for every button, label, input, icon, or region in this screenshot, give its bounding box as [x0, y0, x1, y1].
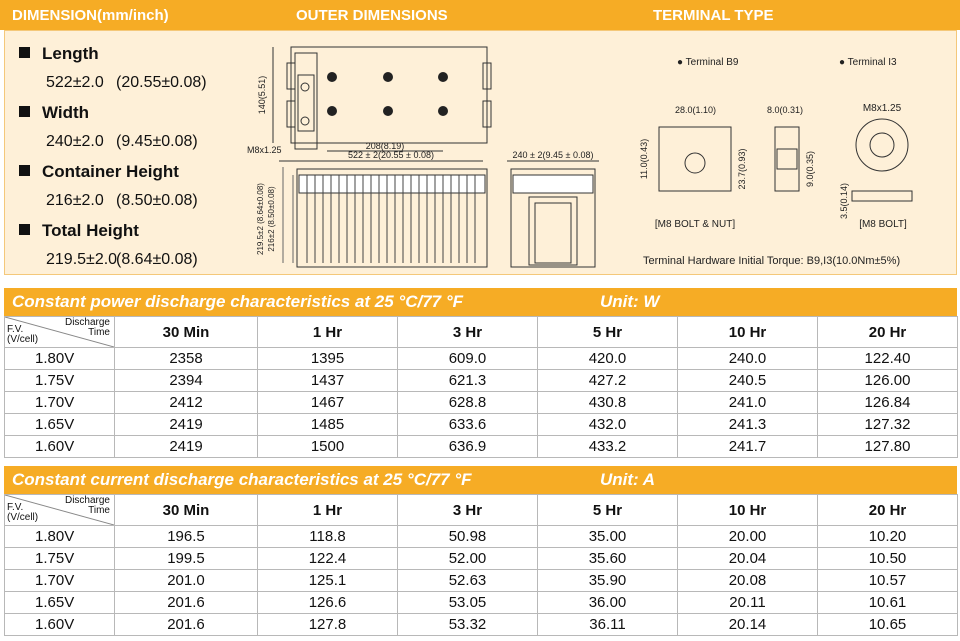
column-header: 1 Hr: [258, 317, 398, 348]
value-cell: 127.32: [818, 414, 958, 436]
value-cell: 53.32: [398, 614, 538, 636]
table-row: [5, 548, 958, 570]
value-cell: 196.5: [115, 526, 258, 548]
value-cell: 1395: [258, 348, 398, 370]
power-table-body: [5, 348, 958, 458]
dimension-inch: (20.55±0.08): [116, 74, 207, 91]
b9-caption: [M8 BOLT & NUT]: [654, 219, 736, 230]
b9-width-dim: 28.0(1.10): [675, 105, 717, 115]
value-cell: 2412: [115, 392, 258, 414]
value-cell: 35.60: [538, 548, 678, 570]
value-cell: 50.98: [398, 526, 538, 548]
power-discharge-table: [4, 316, 958, 458]
value-cell: 20.14: [678, 614, 818, 636]
dimension-name: Total Height: [42, 221, 139, 240]
column-header: 10 Hr: [678, 317, 818, 348]
terminal-b9-label: ● Terminal B9: [677, 57, 739, 68]
column-header: 10 Hr: [678, 495, 818, 526]
value-cell: 241.0: [678, 392, 818, 414]
fv-cell: 1.70V: [5, 392, 115, 414]
dimension-width: [19, 100, 239, 159]
value-cell: 201.0: [115, 570, 258, 592]
current-discharge-section: [4, 466, 957, 636]
current-discharge-table: [4, 494, 958, 636]
bullet-square-icon: [19, 224, 30, 235]
column-header: 3 Hr: [398, 495, 538, 526]
value-cell: 199.5: [115, 548, 258, 570]
column-header: 20 Hr: [818, 317, 958, 348]
bullet-square-icon: [19, 106, 30, 117]
dimension-heading: DIMENSION(mm/inch): [12, 7, 169, 24]
terminal-i3-top: [856, 119, 908, 171]
power-table-title: Constant power discharge characteristics at 25 °C/77 °F: [12, 292, 464, 311]
table-row: [5, 348, 958, 370]
dimension-name: Width: [42, 103, 90, 122]
table-row: [5, 592, 958, 614]
battery-top-outline: [291, 47, 487, 143]
fv-cell: 1.80V: [5, 348, 115, 370]
value-cell: 2358: [115, 348, 258, 370]
terminal-type-drawing: [637, 49, 955, 271]
value-cell: 241.7: [678, 436, 818, 458]
table-corner-cell: [5, 495, 115, 526]
terminal-b9-front: [659, 127, 731, 191]
terminal-type-heading: TERMINAL TYPE: [653, 7, 774, 24]
value-cell: 240.0: [678, 348, 818, 370]
outer-dimensions-heading: OUTER DIMENSIONS: [296, 7, 448, 24]
table-row: [5, 570, 958, 592]
dimension-length: [19, 41, 239, 100]
b9-total-dim: 23.7(0.93): [737, 148, 747, 190]
discharge-time-corner-label: Discharge Time: [64, 495, 110, 516]
value-cell: 20.08: [678, 570, 818, 592]
value-cell: 2419: [115, 436, 258, 458]
current-table-title: Constant current discharge characteristics at 25 °C/77 °F: [12, 470, 472, 489]
value-cell: 127.8: [258, 614, 398, 636]
b9-height-dim: 11.0(0.43): [639, 138, 649, 180]
value-cell: 10.65: [818, 614, 958, 636]
fv-cell: 1.75V: [5, 370, 115, 392]
fv-cell: 1.70V: [5, 570, 115, 592]
outer-dimensions-drawing: [243, 35, 613, 273]
width-label: 240 ± 2(9.45 ± 0.08): [512, 150, 594, 160]
value-cell: 126.00: [818, 370, 958, 392]
fv-cell: 1.75V: [5, 548, 115, 570]
fv-cell: 1.80V: [5, 526, 115, 548]
total-height-label: 219.5±2 (8.64±0.08): [256, 183, 265, 255]
terminal-spacing-label: 208(8.19): [365, 141, 405, 151]
value-cell: 621.3: [398, 370, 538, 392]
value-cell: 35.90: [538, 570, 678, 592]
table-header-row: [5, 317, 958, 348]
value-cell: 201.6: [115, 614, 258, 636]
table-row: [5, 370, 958, 392]
value-cell: 53.05: [398, 592, 538, 614]
dimension-mm: 522±2.0: [46, 74, 104, 91]
bullet-square-icon: [19, 47, 30, 58]
value-cell: 118.8: [258, 526, 398, 548]
i3-thread-label: M8x1.25: [862, 103, 902, 114]
bullet-square-icon: [19, 165, 30, 176]
power-discharge-section: [4, 288, 957, 458]
value-cell: 420.0: [538, 348, 678, 370]
current-table-unit: Unit: A: [600, 470, 656, 489]
m8-thread-label: M8x1.25: [247, 145, 282, 155]
table-row: [5, 414, 958, 436]
fv-cell: 1.65V: [5, 592, 115, 614]
header-bar: [0, 0, 960, 30]
b9-depth-dim: 8.0(0.31): [767, 105, 804, 115]
dimension-total-height: [19, 218, 239, 277]
torque-note: Terminal Hardware Initial Torque: B9,I3(10.0Nm±5%): [643, 255, 901, 267]
value-cell: 633.6: [398, 414, 538, 436]
value-cell: 36.11: [538, 614, 678, 636]
value-cell: 432.0: [538, 414, 678, 436]
value-cell: 430.8: [538, 392, 678, 414]
i3-height-dim: 3.5(0.14): [839, 182, 849, 220]
value-cell: 636.9: [398, 436, 538, 458]
dimension-panel: [4, 30, 957, 275]
value-cell: 241.3: [678, 414, 818, 436]
value-cell: 52.00: [398, 548, 538, 570]
value-cell: 126.6: [258, 592, 398, 614]
dimension-inch: (8.50±0.08): [116, 192, 198, 209]
column-header: 30 Min: [115, 317, 258, 348]
value-cell: 240.5: [678, 370, 818, 392]
value-cell: 127.80: [818, 436, 958, 458]
b9-bolt-dim: 9.0(0.35): [805, 150, 815, 188]
value-cell: 10.20: [818, 526, 958, 548]
table-row: [5, 614, 958, 636]
discharge-time-corner-label: Discharge Time: [64, 317, 110, 338]
value-cell: 52.63: [398, 570, 538, 592]
fv-cell: 1.65V: [5, 414, 115, 436]
container-height-label: 216±2 (8.50±0.08): [267, 186, 276, 252]
dimension-mm: 240±2.0: [46, 133, 104, 150]
dimension-name: Length: [42, 44, 99, 63]
value-cell: 20.00: [678, 526, 818, 548]
current-table-body: [5, 526, 958, 636]
i3-caption: [M8 BOLT]: [859, 219, 907, 230]
column-header: 20 Hr: [818, 495, 958, 526]
value-cell: 427.2: [538, 370, 678, 392]
value-cell: 36.00: [538, 592, 678, 614]
value-cell: 122.40: [818, 348, 958, 370]
value-cell: 1437: [258, 370, 398, 392]
dimension-inch: (8.64±0.08): [116, 251, 198, 268]
power-table-unit: Unit: W: [600, 292, 660, 311]
value-cell: 10.61: [818, 592, 958, 614]
fv-cell: 1.60V: [5, 614, 115, 636]
column-header: 5 Hr: [538, 495, 678, 526]
power-table-title-bar: [4, 288, 957, 316]
table-row: [5, 526, 958, 548]
value-cell: 122.4: [258, 548, 398, 570]
value-cell: 628.8: [398, 392, 538, 414]
column-header: 1 Hr: [258, 495, 398, 526]
fv-corner-label: F.V. (V/cell): [7, 502, 39, 523]
terminal-i3-label: ● Terminal I3: [839, 57, 897, 68]
value-cell: 201.6: [115, 592, 258, 614]
value-cell: 20.11: [678, 592, 818, 614]
dimension-container-height: [19, 159, 239, 218]
table-header-row: [5, 495, 958, 526]
value-cell: 20.04: [678, 548, 818, 570]
column-header: 30 Min: [115, 495, 258, 526]
dimension-mm: 219.5±2.0: [46, 251, 118, 268]
column-header: 3 Hr: [398, 317, 538, 348]
current-table-title-bar: [4, 466, 957, 494]
value-cell: 1485: [258, 414, 398, 436]
fv-cell: 1.60V: [5, 436, 115, 458]
value-cell: 433.2: [538, 436, 678, 458]
value-cell: 10.50: [818, 548, 958, 570]
column-header: 5 Hr: [538, 317, 678, 348]
value-cell: 2419: [115, 414, 258, 436]
value-cell: 125.1: [258, 570, 398, 592]
fv-corner-label: F.V. (V/cell): [7, 324, 39, 345]
table-row: [5, 436, 958, 458]
value-cell: 2394: [115, 370, 258, 392]
value-cell: 1500: [258, 436, 398, 458]
length-label: 522 ± 2(20.55 ± 0.08): [348, 150, 434, 160]
dimension-mm: 216±2.0: [46, 192, 104, 209]
value-cell: 126.84: [818, 392, 958, 414]
top-width-label: 140(5.51): [257, 75, 267, 115]
table-corner-cell: [5, 317, 115, 348]
dimension-inch: (9.45±0.08): [116, 133, 198, 150]
value-cell: 609.0: [398, 348, 538, 370]
value-cell: 1467: [258, 392, 398, 414]
value-cell: 35.00: [538, 526, 678, 548]
dimension-list: [19, 41, 239, 277]
value-cell: 10.57: [818, 570, 958, 592]
table-row: [5, 392, 958, 414]
dimension-name: Container Height: [42, 162, 179, 181]
